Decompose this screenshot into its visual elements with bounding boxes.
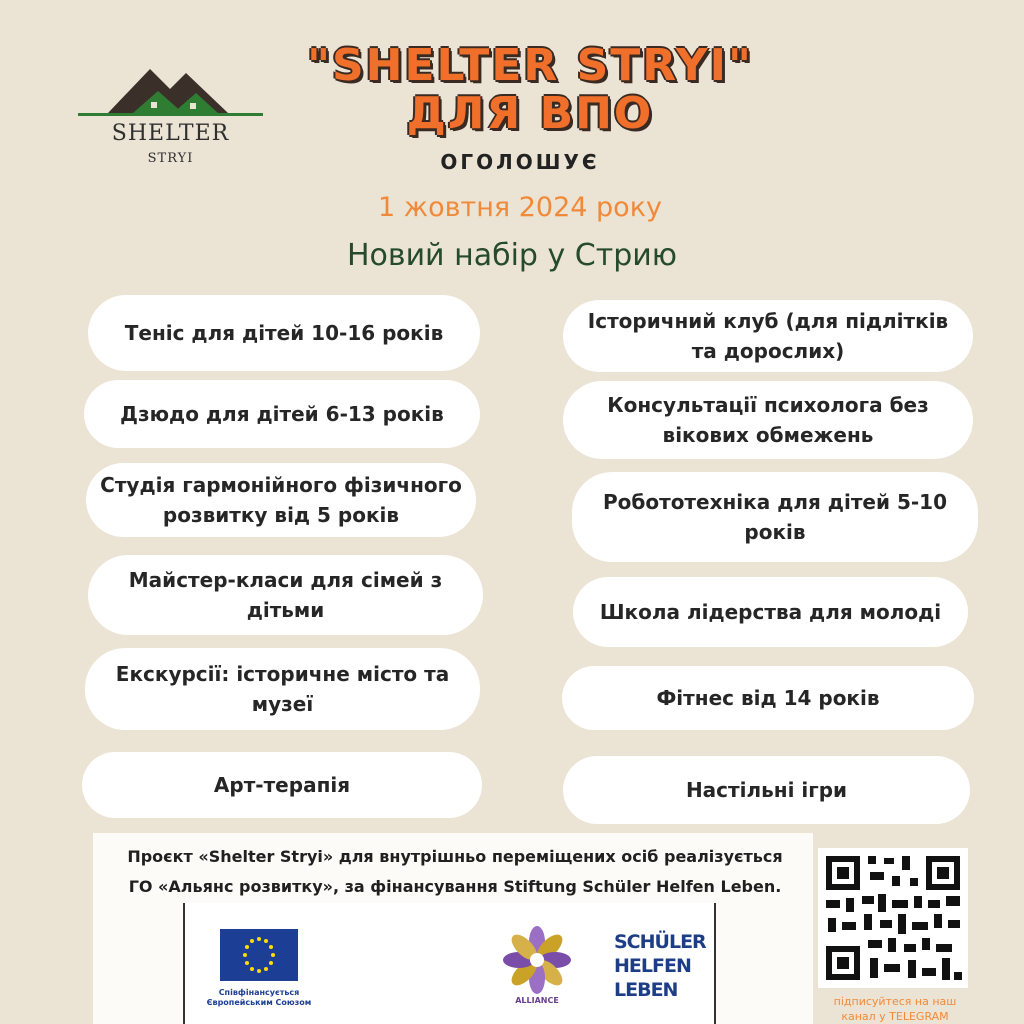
activity-label-line2: розвитку від 5 років bbox=[162, 503, 400, 527]
enrollment-subtitle: Новий набір у Стрию bbox=[346, 238, 678, 273]
main-title-line2: ДЛЯ ВПО bbox=[406, 88, 654, 139]
activity-card-history-club bbox=[563, 300, 973, 372]
activity-label: Фітнес від 14 років bbox=[656, 686, 880, 710]
activity-label: Екскурсії: історичне місто та bbox=[115, 662, 450, 686]
alliance-logo-text: ALLIANCE bbox=[515, 996, 559, 1005]
activity-label: Студія гармонійного фізичного bbox=[100, 473, 462, 497]
activity-label-line2: вікових обмежень bbox=[662, 423, 874, 447]
activity-label-line2: та дорослих) bbox=[691, 339, 845, 363]
activity-label: Історичний клуб (для підлітків bbox=[587, 309, 949, 333]
activity-label: Арт-терапія bbox=[213, 773, 351, 797]
activity-card-physical-studio bbox=[86, 463, 476, 537]
telegram-qr-code[interactable] bbox=[818, 848, 968, 988]
telegram-subscribe-caption bbox=[815, 994, 975, 1024]
main-title-line1: "SHELTER STRYI" bbox=[307, 40, 753, 91]
eu-cofunding-caption bbox=[200, 988, 318, 1008]
logo-name: SHELTER bbox=[111, 121, 230, 146]
activity-label-line2: дітьми bbox=[246, 598, 325, 622]
eu-caption-line1: Співфінансується bbox=[218, 988, 300, 997]
activity-card-board-games bbox=[563, 756, 970, 824]
activity-label: Майстер-класи для сімей з bbox=[128, 568, 443, 592]
activity-label: Дзюдо для дітей 6-13 років bbox=[120, 402, 444, 426]
activity-card-art-therapy bbox=[82, 752, 482, 818]
eu-flag-icon bbox=[220, 929, 298, 981]
activity-label: Робототехніка для дітей 5-10 bbox=[603, 490, 947, 514]
qr-caption-line1: підписуйтеся на наш bbox=[833, 995, 957, 1008]
activity-label-line2: музеї bbox=[251, 692, 314, 716]
shl-line2: HELFEN bbox=[614, 955, 691, 977]
start-date: 1 жовтня 2024 року bbox=[378, 192, 662, 223]
activity-card-fitness bbox=[562, 666, 974, 730]
logo-subname: STRYI bbox=[147, 151, 194, 166]
alliance-flower-icon bbox=[497, 922, 577, 1002]
activity-card-psychologist bbox=[563, 381, 973, 459]
activity-card-excursions bbox=[85, 648, 480, 730]
shl-line1: SCHÜLER bbox=[614, 931, 706, 953]
activity-card-judo bbox=[84, 380, 480, 448]
eu-caption-line2: Європейським Союзом bbox=[206, 998, 312, 1007]
qr-caption-line2: канал у TELEGRAM bbox=[841, 1010, 949, 1023]
activity-label: Консультації психолога без bbox=[607, 393, 929, 417]
project-info bbox=[100, 842, 810, 902]
activity-card-robotics bbox=[572, 472, 978, 562]
activity-label: Теніс для дітей 10-16 років bbox=[124, 321, 444, 345]
project-info-line1: Проєкт «Shelter Stryi» для внутрішньо переміщених осіб реалізується bbox=[127, 847, 783, 866]
activity-label: Настільні ігри bbox=[685, 778, 848, 802]
activity-card-master-classes bbox=[88, 555, 483, 635]
activity-label: Школа лідерства для молоді bbox=[599, 600, 942, 624]
activity-label-line2: років bbox=[744, 520, 806, 544]
schuler-helfen-leben-logo bbox=[614, 930, 706, 1002]
shl-line3: LEBEN bbox=[614, 979, 678, 1001]
project-info-line2: ГО «Альянс розвитку», за фінансування Stiftung Schüler Helfen Leben. bbox=[128, 877, 782, 896]
activity-card-tennis bbox=[88, 295, 480, 371]
announces-label: ОГОЛОШУЄ bbox=[440, 150, 600, 174]
activity-card-leadership bbox=[573, 577, 968, 647]
